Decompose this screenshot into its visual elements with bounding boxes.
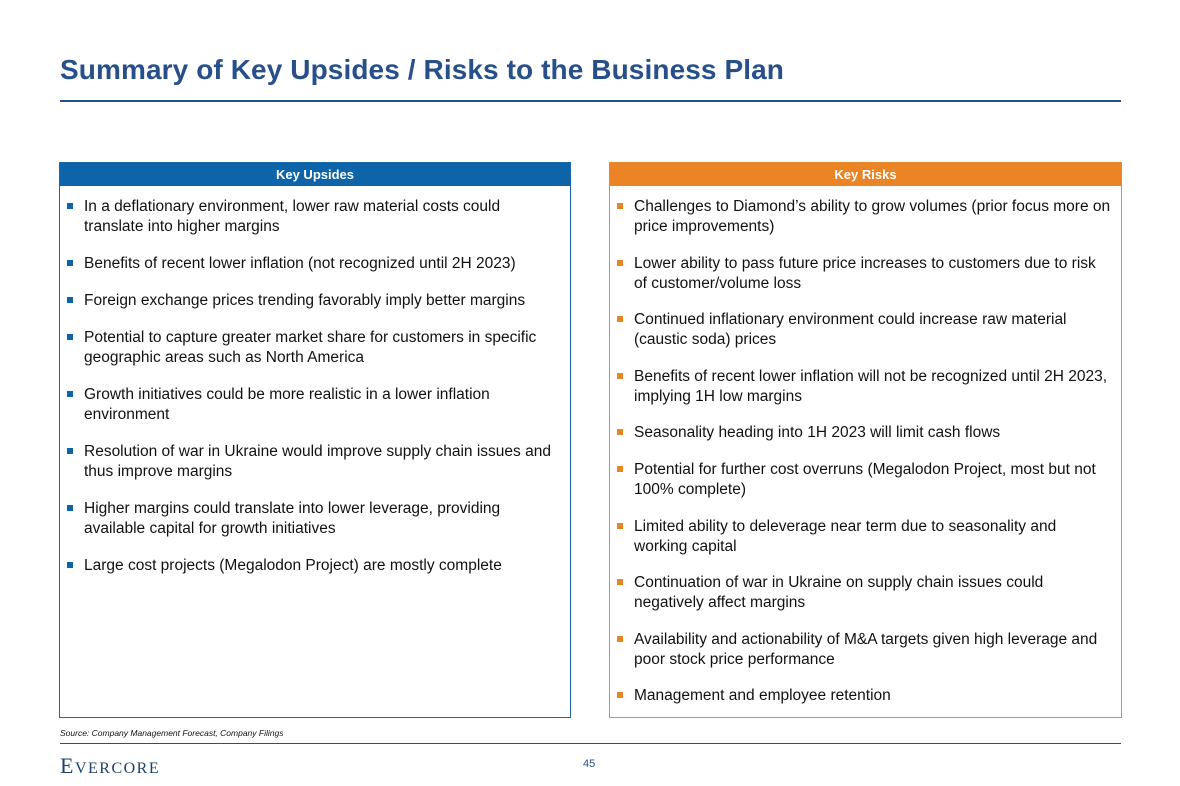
- square-bullet-icon: [617, 636, 623, 642]
- square-bullet-icon: [617, 316, 623, 322]
- list-item-text: Foreign exchange prices trending favorably imply better margins: [84, 292, 526, 309]
- square-bullet-icon: [617, 373, 623, 379]
- square-bullet-icon: [617, 466, 623, 472]
- list-item: [616, 460, 1111, 500]
- list-item-text: Benefits of recent lower inflation will not be recognized until 2H 2023, implying 1H low margins: [634, 367, 1108, 405]
- evercore-logo: EVERCORE: [60, 753, 161, 778]
- source-note: Source: Company Management Forecast, Company Filings: [60, 728, 284, 738]
- list-item: [66, 385, 560, 425]
- list-item: [616, 686, 1111, 706]
- list-item: [616, 573, 1111, 613]
- list-item: [616, 630, 1111, 670]
- square-bullet-icon: [617, 523, 623, 529]
- footer-divider: [60, 743, 1121, 744]
- list-item: [66, 328, 560, 368]
- list-item: [66, 442, 560, 482]
- list-item-text: Higher margins could translate into lower leverage, providing available capital for growth initiatives: [84, 500, 501, 537]
- list-item: [616, 517, 1111, 557]
- square-bullet-icon: [67, 203, 73, 209]
- square-bullet-icon: [617, 429, 623, 435]
- key-risks-panel: [609, 162, 1122, 718]
- list-item-text: Continuation of war in Ukraine on supply chain issues could negatively affect margins: [634, 574, 1044, 612]
- list-item: [66, 254, 560, 274]
- square-bullet-icon: [617, 260, 623, 266]
- list-item-text: Management and employee retention: [634, 687, 891, 705]
- list-item: [616, 197, 1111, 237]
- key-upsides-panel: [59, 162, 571, 718]
- key-risks-header: Key Risks: [610, 163, 1121, 186]
- key-upsides-header: Key Upsides: [60, 163, 570, 186]
- square-bullet-icon: [67, 562, 73, 568]
- square-bullet-icon: [617, 203, 623, 209]
- list-item-text: Continued inflationary environment could increase raw material (caustic soda) prices: [634, 311, 1067, 349]
- list-item-text: Large cost projects (Megalodon Project) are mostly complete: [84, 557, 502, 574]
- title-divider: [60, 100, 1121, 102]
- list-item-text: Challenges to Diamond’s ability to grow volumes (prior focus more on price improvements): [634, 198, 1111, 235]
- list-item-text: Seasonality heading into 1H 2023 will limit cash flows: [634, 424, 1001, 442]
- square-bullet-icon: [67, 334, 73, 340]
- key-upsides-list: [60, 186, 570, 576]
- page-title: Summary of Key Upsides / Risks to the Business Plan: [60, 54, 784, 85]
- list-item-text: Limited ability to deleverage near term due to seasonality and working capital: [634, 517, 1057, 555]
- square-bullet-icon: [67, 505, 73, 511]
- key-risks-list: [610, 186, 1121, 706]
- square-bullet-icon: [67, 297, 73, 303]
- list-item-text: Resolution of war in Ukraine would improve supply chain issues and thus improve margins: [84, 443, 551, 480]
- list-item: [616, 423, 1111, 443]
- list-item: [616, 254, 1111, 294]
- list-item-text: Lower ability to pass future price increases to customers due to risk of customer/volume loss: [634, 254, 1096, 292]
- square-bullet-icon: [67, 260, 73, 266]
- list-item-text: Benefits of recent lower inflation (not recognized until 2H 2023): [84, 255, 516, 272]
- page-number: 45: [583, 758, 596, 770]
- square-bullet-icon: [617, 579, 623, 585]
- list-item: [616, 310, 1111, 350]
- list-item-text: Growth initiatives could be more realistic in a lower inflation environment: [84, 386, 490, 423]
- square-bullet-icon: [67, 448, 73, 454]
- list-item-text: In a deflationary environment, lower raw material costs could translate into higher margins: [84, 198, 501, 235]
- square-bullet-icon: [67, 391, 73, 397]
- list-item: [66, 499, 560, 539]
- list-item: [66, 556, 560, 576]
- square-bullet-icon: [617, 692, 623, 698]
- list-item: [616, 367, 1111, 407]
- list-item: [66, 197, 560, 237]
- list-item-text: Availability and actionability of M&A targets given high leverage and poor stock price performance: [634, 630, 1098, 668]
- list-item-text: Potential to capture greater market share for customers in specific geographic areas such as North America: [84, 329, 537, 366]
- list-item: [66, 291, 560, 311]
- list-item-text: Potential for further cost overruns (Megalodon Project, most but not 100% complete): [634, 460, 1096, 498]
